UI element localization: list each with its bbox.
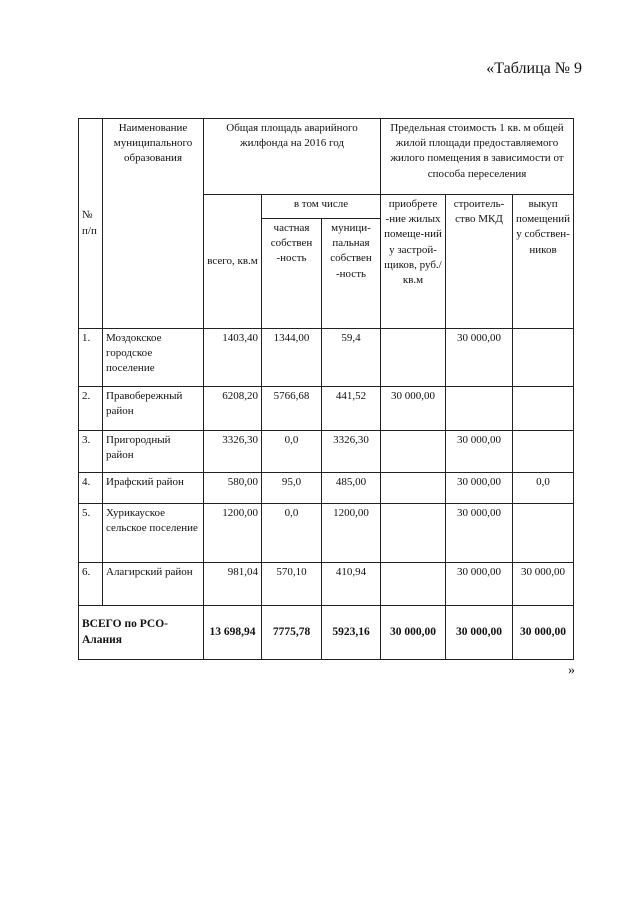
row-construction: 30 000,00 bbox=[446, 329, 513, 387]
table-row bbox=[79, 387, 574, 431]
row-private: 0,0 bbox=[262, 431, 322, 473]
row-number: 4. bbox=[79, 473, 103, 504]
row-construction: 30 000,00 bbox=[446, 563, 513, 606]
row-private: 5766,68 bbox=[262, 387, 322, 431]
row-name: Моздокское городское поселение bbox=[103, 329, 204, 387]
row-purchase bbox=[381, 473, 446, 504]
row-name: Пригородный район bbox=[103, 431, 204, 473]
row-private: 570,10 bbox=[262, 563, 322, 606]
row-buyout bbox=[513, 431, 574, 473]
row-number: 5. bbox=[79, 504, 103, 563]
row-purchase bbox=[381, 563, 446, 606]
header-buyout: выкуп помещений у собствен-ников bbox=[513, 195, 574, 329]
total-purchase: 30 000,00 bbox=[381, 606, 446, 660]
header-construction: строитель-ство МКД bbox=[446, 195, 513, 329]
row-private: 1344,00 bbox=[262, 329, 322, 387]
row-private: 0,0 bbox=[262, 504, 322, 563]
row-purchase: 30 000,00 bbox=[381, 387, 446, 431]
row-total: 1200,00 bbox=[204, 504, 262, 563]
row-buyout bbox=[513, 329, 574, 387]
row-municipal: 410,94 bbox=[322, 563, 381, 606]
row-buyout bbox=[513, 387, 574, 431]
total-construction: 30 000,00 bbox=[446, 606, 513, 660]
table-row bbox=[79, 473, 574, 504]
total-row bbox=[79, 606, 574, 660]
header-municipal: муници-пальная собствен -ность bbox=[322, 219, 381, 329]
row-number: 2. bbox=[79, 387, 103, 431]
row-purchase bbox=[381, 504, 446, 563]
row-number: 1. bbox=[79, 329, 103, 387]
row-number: 3. bbox=[79, 431, 103, 473]
header-total: всего, кв.м bbox=[204, 195, 262, 329]
header-including: в том числе bbox=[262, 195, 381, 219]
row-total: 981,04 bbox=[204, 563, 262, 606]
header-cost: Предельная стоимость 1 кв. м общей жилой площади предоставляемого жилого помещения в зависимости от способа переселения bbox=[381, 119, 574, 195]
row-purchase bbox=[381, 329, 446, 387]
row-private: 95,0 bbox=[262, 473, 322, 504]
row-construction: 30 000,00 bbox=[446, 431, 513, 473]
row-buyout: 30 000,00 bbox=[513, 563, 574, 606]
header-private: частная собствен -ность bbox=[262, 219, 322, 329]
table-row bbox=[79, 504, 574, 563]
row-total: 3326,30 bbox=[204, 431, 262, 473]
row-construction: 30 000,00 bbox=[446, 504, 513, 563]
table-row bbox=[79, 563, 574, 606]
row-buyout: 0,0 bbox=[513, 473, 574, 504]
table-row bbox=[79, 431, 574, 473]
row-number: 6. bbox=[79, 563, 103, 606]
header-name: Наименование муниципального образования bbox=[103, 119, 204, 329]
row-municipal: 59,4 bbox=[322, 329, 381, 387]
row-name: Хурикауское сельское поселение bbox=[103, 504, 204, 563]
row-purchase bbox=[381, 431, 446, 473]
row-municipal: 1200,00 bbox=[322, 504, 381, 563]
total-area: 13 698,94 bbox=[204, 606, 262, 660]
row-name: Алагирский район bbox=[103, 563, 204, 606]
row-buyout bbox=[513, 504, 574, 563]
total-private: 7775,78 bbox=[262, 606, 322, 660]
relocation-cost-table bbox=[78, 118, 574, 660]
total-buyout: 30 000,00 bbox=[513, 606, 574, 660]
table-label: «Таблица № 9 bbox=[486, 60, 582, 77]
row-total: 580,00 bbox=[204, 473, 262, 504]
total-municipal: 5923,16 bbox=[322, 606, 381, 660]
closing-quote: » bbox=[568, 663, 575, 678]
table-row bbox=[79, 329, 574, 387]
row-name: Ирафский район bbox=[103, 473, 204, 504]
row-total: 1403,40 bbox=[204, 329, 262, 387]
total-label: ВСЕГО по РСО-Алания bbox=[79, 606, 204, 660]
row-name: Правобережный район bbox=[103, 387, 204, 431]
row-municipal: 485,00 bbox=[322, 473, 381, 504]
header-num: № п/п bbox=[79, 119, 103, 329]
row-municipal: 3326,30 bbox=[322, 431, 381, 473]
row-construction: 30 000,00 bbox=[446, 473, 513, 504]
header-purchase: приобрете -ние жилых помеще-ний у застрой-щиков, руб./кв.м bbox=[381, 195, 446, 329]
row-municipal: 441,52 bbox=[322, 387, 381, 431]
row-construction bbox=[446, 387, 513, 431]
header-area: Общая площадь аварийного жилфонда на 2016 год bbox=[204, 119, 381, 195]
row-total: 6208,20 bbox=[204, 387, 262, 431]
